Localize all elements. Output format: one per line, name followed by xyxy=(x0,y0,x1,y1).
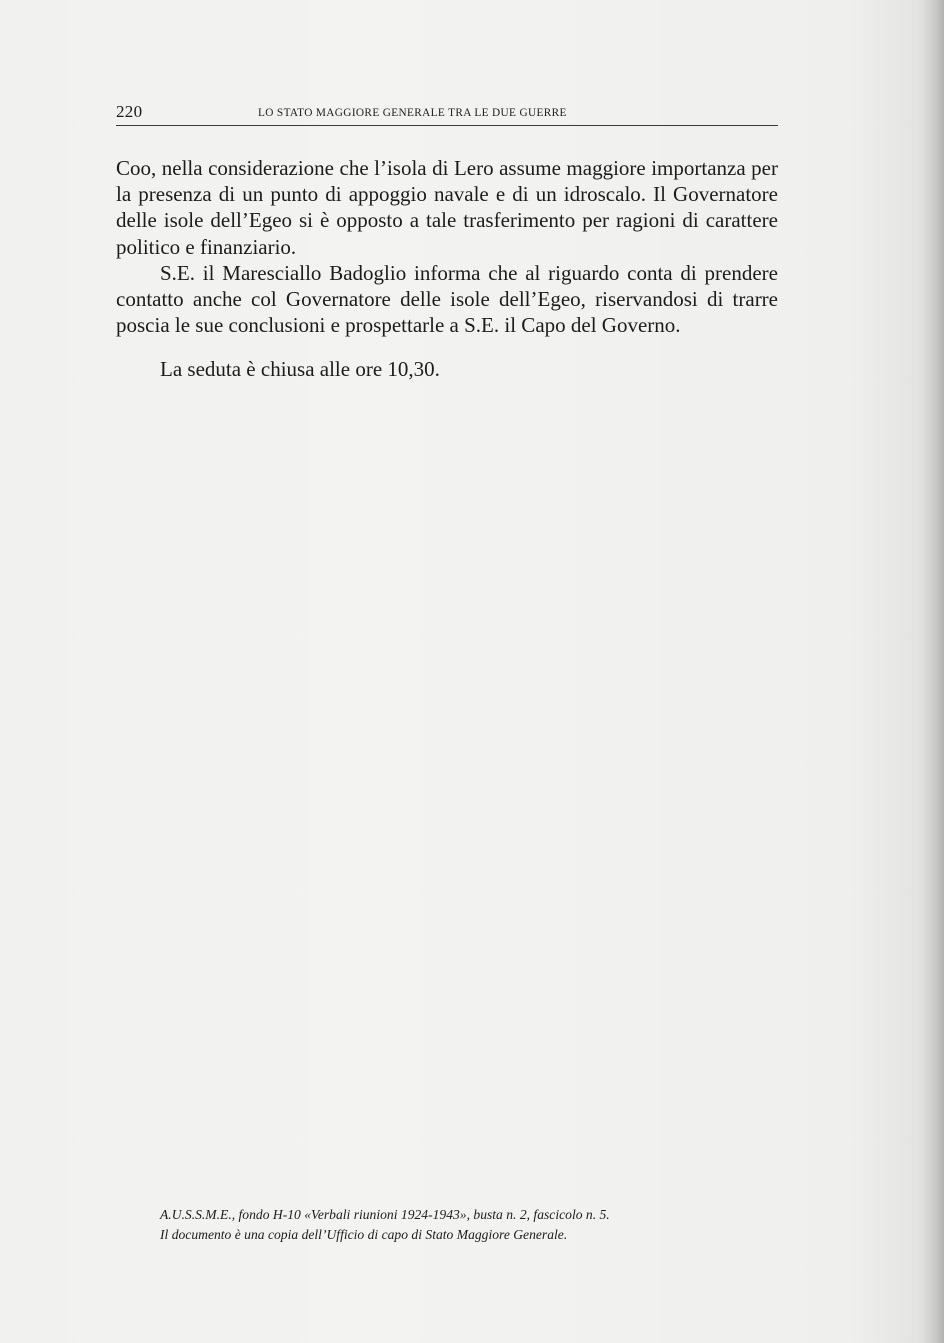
source-note-line-2: Il documento è una copia dell’Ufficio di capo di Stato Maggiore Generale. xyxy=(160,1226,568,1242)
running-title: LO STATO MAGGIORE GENERALE TRA LE DUE GUERRE xyxy=(258,107,567,119)
paragraph-continuation: Coo, nella considerazione che l’isola di Lero assume maggiore importanza per la presenza di un punto di appoggio navale e di un idroscalo. Il Governatore delle isole dell’Egeo si è opposto a tale trasferimento per ragioni di carattere politico e finanziario. xyxy=(116,156,778,259)
paragraph-closing: La seduta è chiusa alle ore 10,30. xyxy=(160,357,440,382)
source-note-line-1: A.U.S.S.M.E., fondo H-10 «Verbali riunioni 1924-1943», busta n. 2, fascicolo n. 5. xyxy=(160,1207,610,1222)
page-number: 220 xyxy=(116,102,143,121)
source-note xyxy=(160,1205,800,1244)
body-text xyxy=(116,155,778,383)
paragraph-badoglio: S.E. il Maresciallo Badoglio informa che al riguardo conta di prendere contatto anche col Governatore delle isole dell’Egeo, riservandosi di trarre poscia le sue conclusioni e prospettarle a S.E. il Capo del Governo. xyxy=(116,260,778,338)
page-header xyxy=(116,100,778,126)
header-rule xyxy=(116,125,778,126)
page-edge-shadow xyxy=(922,0,944,1343)
